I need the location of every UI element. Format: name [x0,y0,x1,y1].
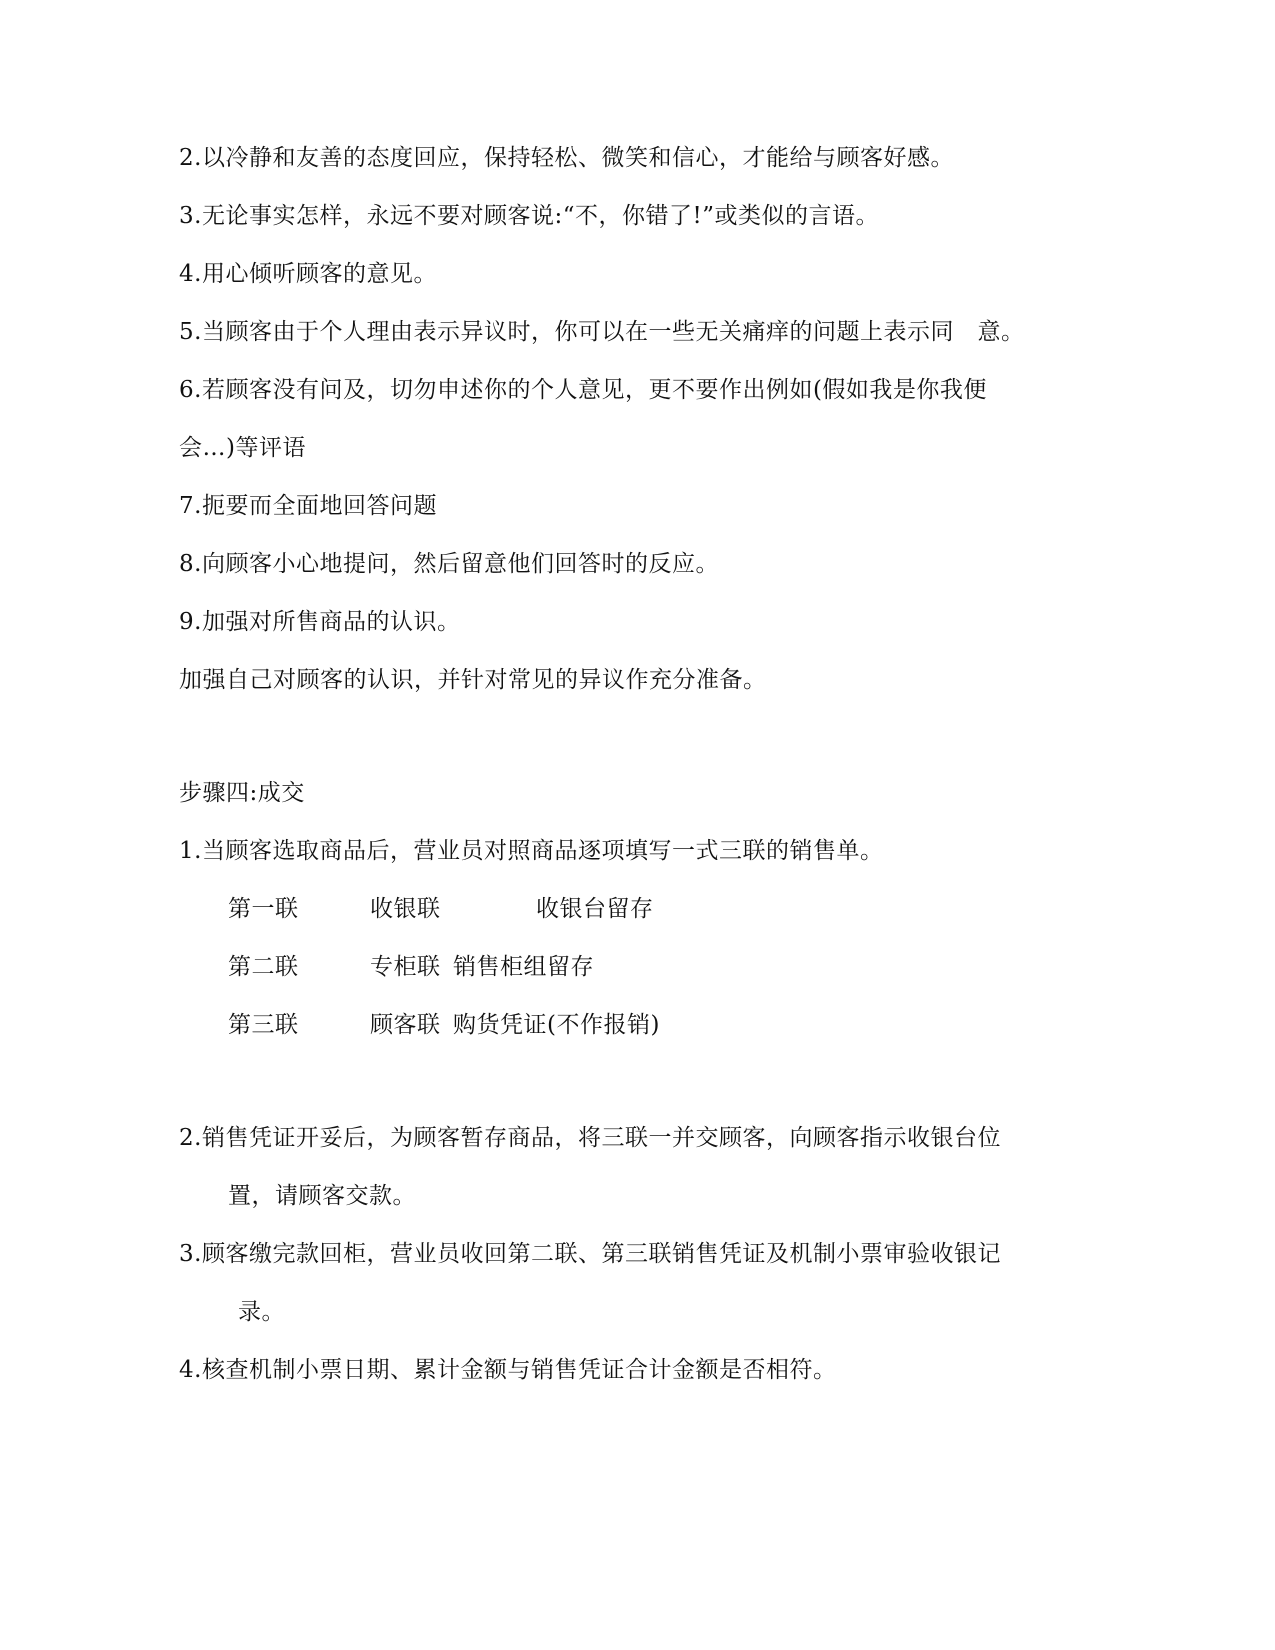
tip-item-10: 加强自己对顾客的认识，并针对常见的异议作充分准备。 [179,667,767,693]
step4-item-2-line-1: 2.销售凭证开妥后，为顾客暂存商品，将三联一并交顾客，向顾客指示收银台位 [179,1125,1001,1151]
tip-item-2: 2.以冷静和友善的态度回应，保持轻松、微笑和信心，才能给与顾客好感。 [179,145,954,171]
step4-item-3-line-2: 录。 [238,1299,285,1325]
tip-item-6-line-1: 6.若顾客没有问及，切勿申述你的个人意见，更不要作出例如(假如我是你我便 [179,377,987,403]
tip-item-7: 7.扼要而全面地回答问题 [179,493,437,519]
copy-name: 顾客联 [370,1012,441,1038]
copy-name: 收银联 [370,896,441,922]
copy-purpose: 销售柜组留存 [453,954,594,980]
step4-item-1: 1.当顾客选取商品后，营业员对照商品逐项填写一式三联的销售单。 [179,838,884,864]
copy-label: 第二联 [228,954,299,980]
step4-item-4: 4.核查机制小票日期、累计金额与销售凭证合计金额是否相符。 [179,1357,837,1383]
section-heading: 步骤四:成交 [179,780,305,806]
step4-item-3-line-1: 3.顾客缴完款回柜，营业员收回第二联、第三联销售凭证及机制小票审验收银记 [179,1241,1001,1267]
copy-name: 专柜联 [370,954,441,980]
tip-item-3: 3.无论事实怎样，永远不要对顾客说:“不，你错了!”或类似的言语。 [179,203,879,229]
tip-item-8: 8.向顾客小心地提问，然后留意他们回答时的反应。 [179,551,719,577]
tip-item-5: 5.当顾客由于个人理由表示异议时，你可以在一些无关痛痒的问题上表示同 意。 [179,319,1025,345]
step4-item-2-line-2: 置，请顾客交款。 [228,1183,416,1209]
tip-item-4: 4.用心倾听顾客的意见。 [179,261,437,287]
tip-item-9: 9.加强对所售商品的认识。 [179,609,461,635]
copy-purpose: 购货凭证(不作报销) [453,1012,660,1038]
copy-purpose: 收银台留存 [536,896,654,922]
tip-item-6-line-2: 会…)等评语 [179,435,306,461]
copy-label: 第三联 [228,1012,299,1038]
copy-label: 第一联 [228,896,299,922]
